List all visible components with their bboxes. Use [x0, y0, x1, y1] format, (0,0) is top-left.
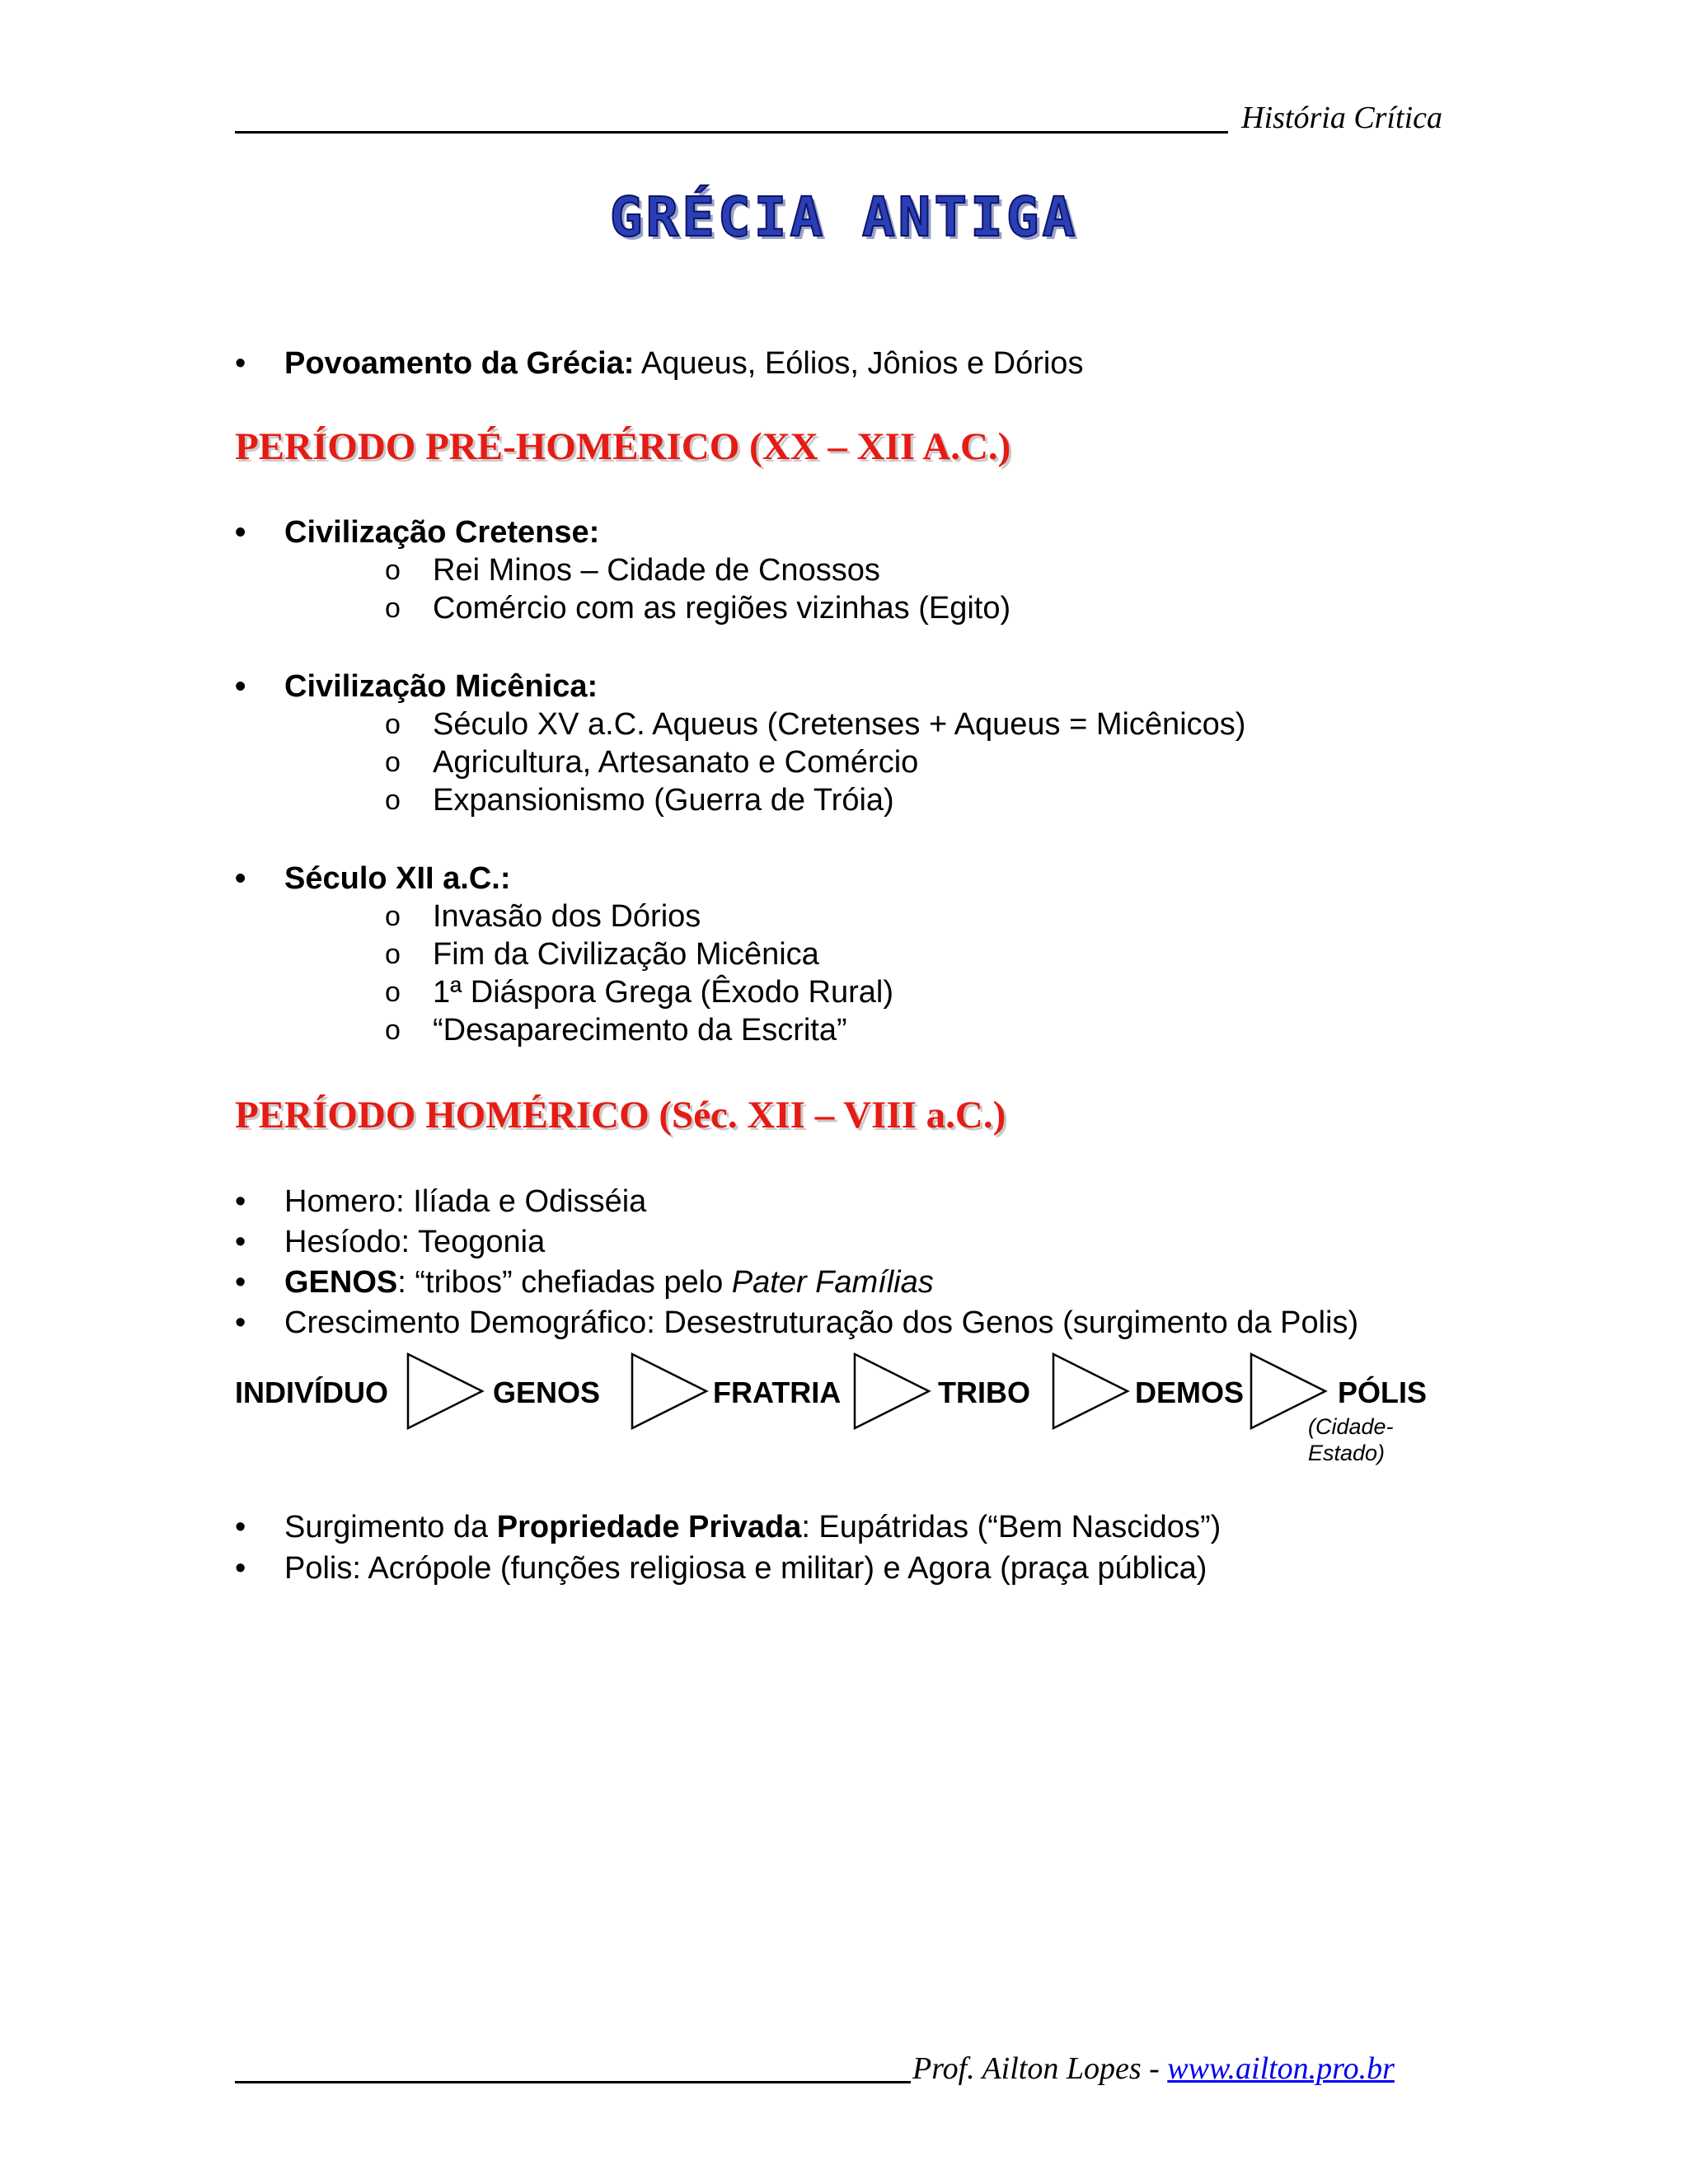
arrow-right-icon	[1053, 1354, 1128, 1428]
header-text: História Crítica	[1241, 101, 1442, 135]
propriedade-pre: Surgimento da	[284, 1510, 497, 1544]
genos-label: GENOS	[284, 1265, 398, 1300]
list-item: • Homero: Ilíada e Odisséia	[235, 1182, 1471, 1222]
flow-step-demos: DEMOS	[1135, 1376, 1245, 1409]
cretense-section	[235, 513, 1471, 627]
homerico-section	[235, 1182, 1471, 1343]
footer-text	[912, 2050, 1395, 2087]
list-item: o Século XV a.C. Aqueus (Cretenses + Aqueus = Micênicos)	[235, 705, 1471, 743]
list-item	[235, 1507, 1471, 1548]
section-title-pre-homerico: PERÍODO PRÉ-HOMÉRICO (XX – XII A.C.)	[235, 425, 1011, 468]
flow-step-tribo: TRIBO	[938, 1376, 1030, 1409]
list-item: o Comércio com as regiões vizinhas (Egito)	[235, 589, 1471, 627]
genos-text: : “tribos” chefiadas pelo	[397, 1265, 732, 1300]
list-item: • Polis: Acrópole (funções religiosa e militar) e Agora (praça pública)	[235, 1548, 1471, 1589]
list-item: o Fim da Civilização Micênica	[235, 935, 1471, 973]
propriedade-post: : Eupátridas (“Bem Nascidos”)	[801, 1510, 1221, 1544]
footer-author: Prof. Ailton Lopes -	[912, 2051, 1168, 2086]
page-footer	[235, 2044, 1447, 2087]
genos-italic: Pater Famílias	[731, 1265, 934, 1300]
povoamento-text: Aqueus, Eólios, Jônios e Dórios	[634, 346, 1084, 381]
list-item: o “Desaparecimento da Escrita”	[235, 1011, 1471, 1049]
flow-step-individuo: INDIVÍDUO	[235, 1376, 389, 1409]
arrow-right-icon	[855, 1354, 929, 1428]
list-item: • Hesíodo: Teogonia	[235, 1222, 1471, 1263]
povoamento-label: Povoamento da Grécia:	[284, 346, 635, 381]
final-section	[235, 1507, 1471, 1589]
polis-note-line2: Estado)	[1308, 1441, 1386, 1465]
list-item: • Crescimento Demográfico: Desestruturação dos Genos (surgimento da Polis)	[235, 1303, 1471, 1343]
section-title-homerico: PERÍODO HOMÉRICO (Séc. XII – VIII a.C.)	[235, 1094, 1006, 1137]
list-item	[235, 1263, 1471, 1303]
polis-note-line1: (Cidade-	[1308, 1414, 1394, 1439]
list-item: o Expansionismo (Guerra de Tróia)	[235, 781, 1471, 819]
povoamento-section	[235, 344, 1471, 382]
flow-step-fratria: FRATRIA	[713, 1376, 842, 1409]
list-item: o Agricultura, Artesanato e Comércio	[235, 743, 1471, 781]
propriedade-bold: Propriedade Privada	[496, 1510, 802, 1544]
flow-step-genos: GENOS	[493, 1376, 601, 1409]
page-header	[235, 95, 1442, 136]
micenica-label: • Civilização Micênica:	[235, 668, 1471, 705]
micenica-section	[235, 668, 1471, 819]
seculo-xii-section	[235, 860, 1471, 1049]
header-rule	[235, 131, 1228, 134]
list-item: o Invasão dos Dórios	[235, 898, 1471, 935]
flow-diagram	[235, 1347, 1447, 1471]
list-item: o 1ª Diáspora Grega (Êxodo Rural)	[235, 973, 1471, 1011]
list-item: o Rei Minos – Cidade de Cnossos	[235, 551, 1471, 589]
polis-note	[1308, 1413, 1394, 1466]
cretense-label: • Civilização Cretense:	[235, 513, 1471, 551]
footer-rule	[235, 2081, 911, 2083]
arrow-right-icon	[408, 1354, 482, 1428]
arrow-right-icon	[632, 1354, 706, 1428]
list-item	[235, 344, 1471, 382]
footer-link[interactable]: www.ailton.pro.br	[1167, 2051, 1395, 2086]
seculo-xii-label: • Século XII a.C.:	[235, 860, 1471, 898]
page-title: GRÉCIA ANTIGA	[609, 185, 1079, 249]
flow-step-polis: PÓLIS	[1338, 1376, 1428, 1409]
